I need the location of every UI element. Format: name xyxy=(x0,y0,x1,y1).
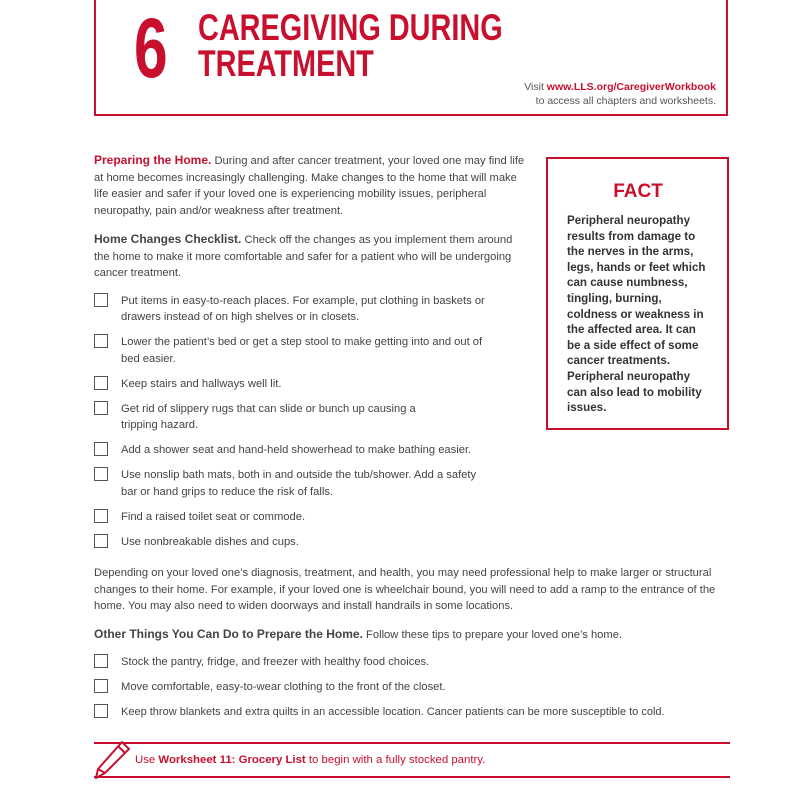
worksheet-link[interactable]: Worksheet 11: Grocery List xyxy=(158,754,306,766)
checklist-item xyxy=(94,654,719,671)
checklist-lead: Home Changes Checklist. xyxy=(94,232,242,246)
main-content xyxy=(94,152,526,559)
checklist-item xyxy=(94,442,526,459)
preparing-lead: Preparing the Home. xyxy=(94,153,212,167)
checkbox-icon[interactable] xyxy=(94,467,108,481)
checklist-item-text: Lower the patient’s bed or get a step stool to make getting into and out of bed easier. xyxy=(121,336,483,365)
fact-box xyxy=(546,157,729,430)
checklist-item xyxy=(94,704,719,721)
checklist-item-text: Put items in easy-to-reach places. For example, put clothing in baskets or drawers instead of on high shelves or in closets. xyxy=(121,294,485,323)
checklist-intro xyxy=(94,231,526,282)
checkbox-icon[interactable] xyxy=(94,376,108,390)
other-things-checklist xyxy=(94,654,719,721)
other-things-section xyxy=(94,626,719,729)
checkbox-icon[interactable] xyxy=(94,334,108,348)
checklist-item xyxy=(94,376,526,393)
checklist-item xyxy=(94,401,526,434)
pencil-icon xyxy=(92,738,132,787)
checklist-item xyxy=(94,509,526,526)
checklist-item-text: Keep stairs and hallways well lit. xyxy=(121,377,282,390)
checklist-item-text: Find a raised toilet seat or commode. xyxy=(121,510,306,523)
checklist-item-text: Use nonbreakable dishes and cups. xyxy=(121,535,299,548)
checkbox-icon[interactable] xyxy=(94,704,108,718)
checklist-item xyxy=(94,467,526,500)
visit-line2: to access all chapters and worksheets. xyxy=(535,95,716,107)
checkbox-icon[interactable] xyxy=(94,293,108,307)
other-things-intro xyxy=(94,626,719,644)
visit-url-link[interactable]: www.LLS.org/CaregiverWorkbook xyxy=(546,81,716,93)
preparing-paragraph xyxy=(94,152,526,219)
checklist-text: Check off the changes as you implement them around the home to make it more comfortable and safer for a patient who will be undergoing cancer treatment. xyxy=(94,234,513,279)
checklist-item xyxy=(94,534,526,551)
checkbox-icon[interactable] xyxy=(94,654,108,668)
professional-help-paragraph: Depending on your loved one’s diagnosis, treatment, and health, you may need professional help to make larger or structural changes to their home. For example, if your loved one is wheelchair bound, you will need to add a ramp to the entrance of the home. You may also need to widen doorways and install handrails in some locations. xyxy=(94,567,716,612)
checklist-item xyxy=(94,679,719,696)
fact-title: FACT xyxy=(613,181,663,202)
checklist-item-text: Add a shower seat and hand-held showerhead to make bathing easier. xyxy=(121,444,472,456)
visit-prefix: Visit xyxy=(524,81,547,93)
checkbox-icon[interactable] xyxy=(94,442,108,456)
checkbox-icon[interactable] xyxy=(94,534,108,548)
preparing-text: During and after cancer treatment, your loved one may find life at home becomes increasingly challenging. Make changes to the home that will make life easier and safer if your loved one is experiencing mobility issues, peripheral neuropathy, pain and/or weakness after treatment. xyxy=(94,155,525,217)
checkbox-icon[interactable] xyxy=(94,679,108,693)
checklist-item xyxy=(94,334,526,367)
checkbox-icon[interactable] xyxy=(94,401,108,415)
chapter-number: 6 xyxy=(134,1,168,95)
checklist-item-text: Use nonslip bath mats, both in and outside the tub/shower. Add a safety bar or hand grips to reduce the risk of falls. xyxy=(121,469,477,498)
checklist-item xyxy=(94,293,526,326)
other-things-text: Follow these tips to prepare your loved one’s home. xyxy=(362,629,623,641)
worksheet-suffix: to begin with a fully stocked pantry. xyxy=(305,754,486,766)
worksheet-prefix: Use xyxy=(135,754,159,766)
worksheet-text xyxy=(135,754,485,766)
fact-body: Peripheral neuropathy results from damage to the nerves in the arms, legs, hands or feet which can cause numbness, tingling, burning, coldness or weakness in the affected area. It can be a side effect of some cancer treatments. Peripheral neuropathy can also lead to mobility issues. xyxy=(567,214,706,415)
chapter-title-line2: TREATMENT xyxy=(198,43,374,84)
worksheet-callout xyxy=(94,742,730,778)
visit-note xyxy=(524,80,716,108)
checklist-item-text: Get rid of slippery rugs that can slide or bunch up causing a tripping hazard. xyxy=(121,402,416,431)
checklist-item-text: Move comfortable, easy-to-wear clothing to the front of the closet. xyxy=(121,680,446,693)
checkbox-icon[interactable] xyxy=(94,509,108,523)
chapter-title xyxy=(198,7,503,84)
other-things-lead: Other Things You Can Do to Prepare the Home. xyxy=(94,627,363,641)
home-changes-checklist xyxy=(94,293,526,551)
checklist-item-text: Keep throw blankets and extra quilts in an accessible location. Cancer patients can be more susceptible to cold. xyxy=(121,705,665,718)
chapter-title-line1: CAREGIVING DURING xyxy=(198,7,503,48)
checklist-item-text: Stock the pantry, fridge, and freezer with healthy food choices. xyxy=(121,655,430,668)
